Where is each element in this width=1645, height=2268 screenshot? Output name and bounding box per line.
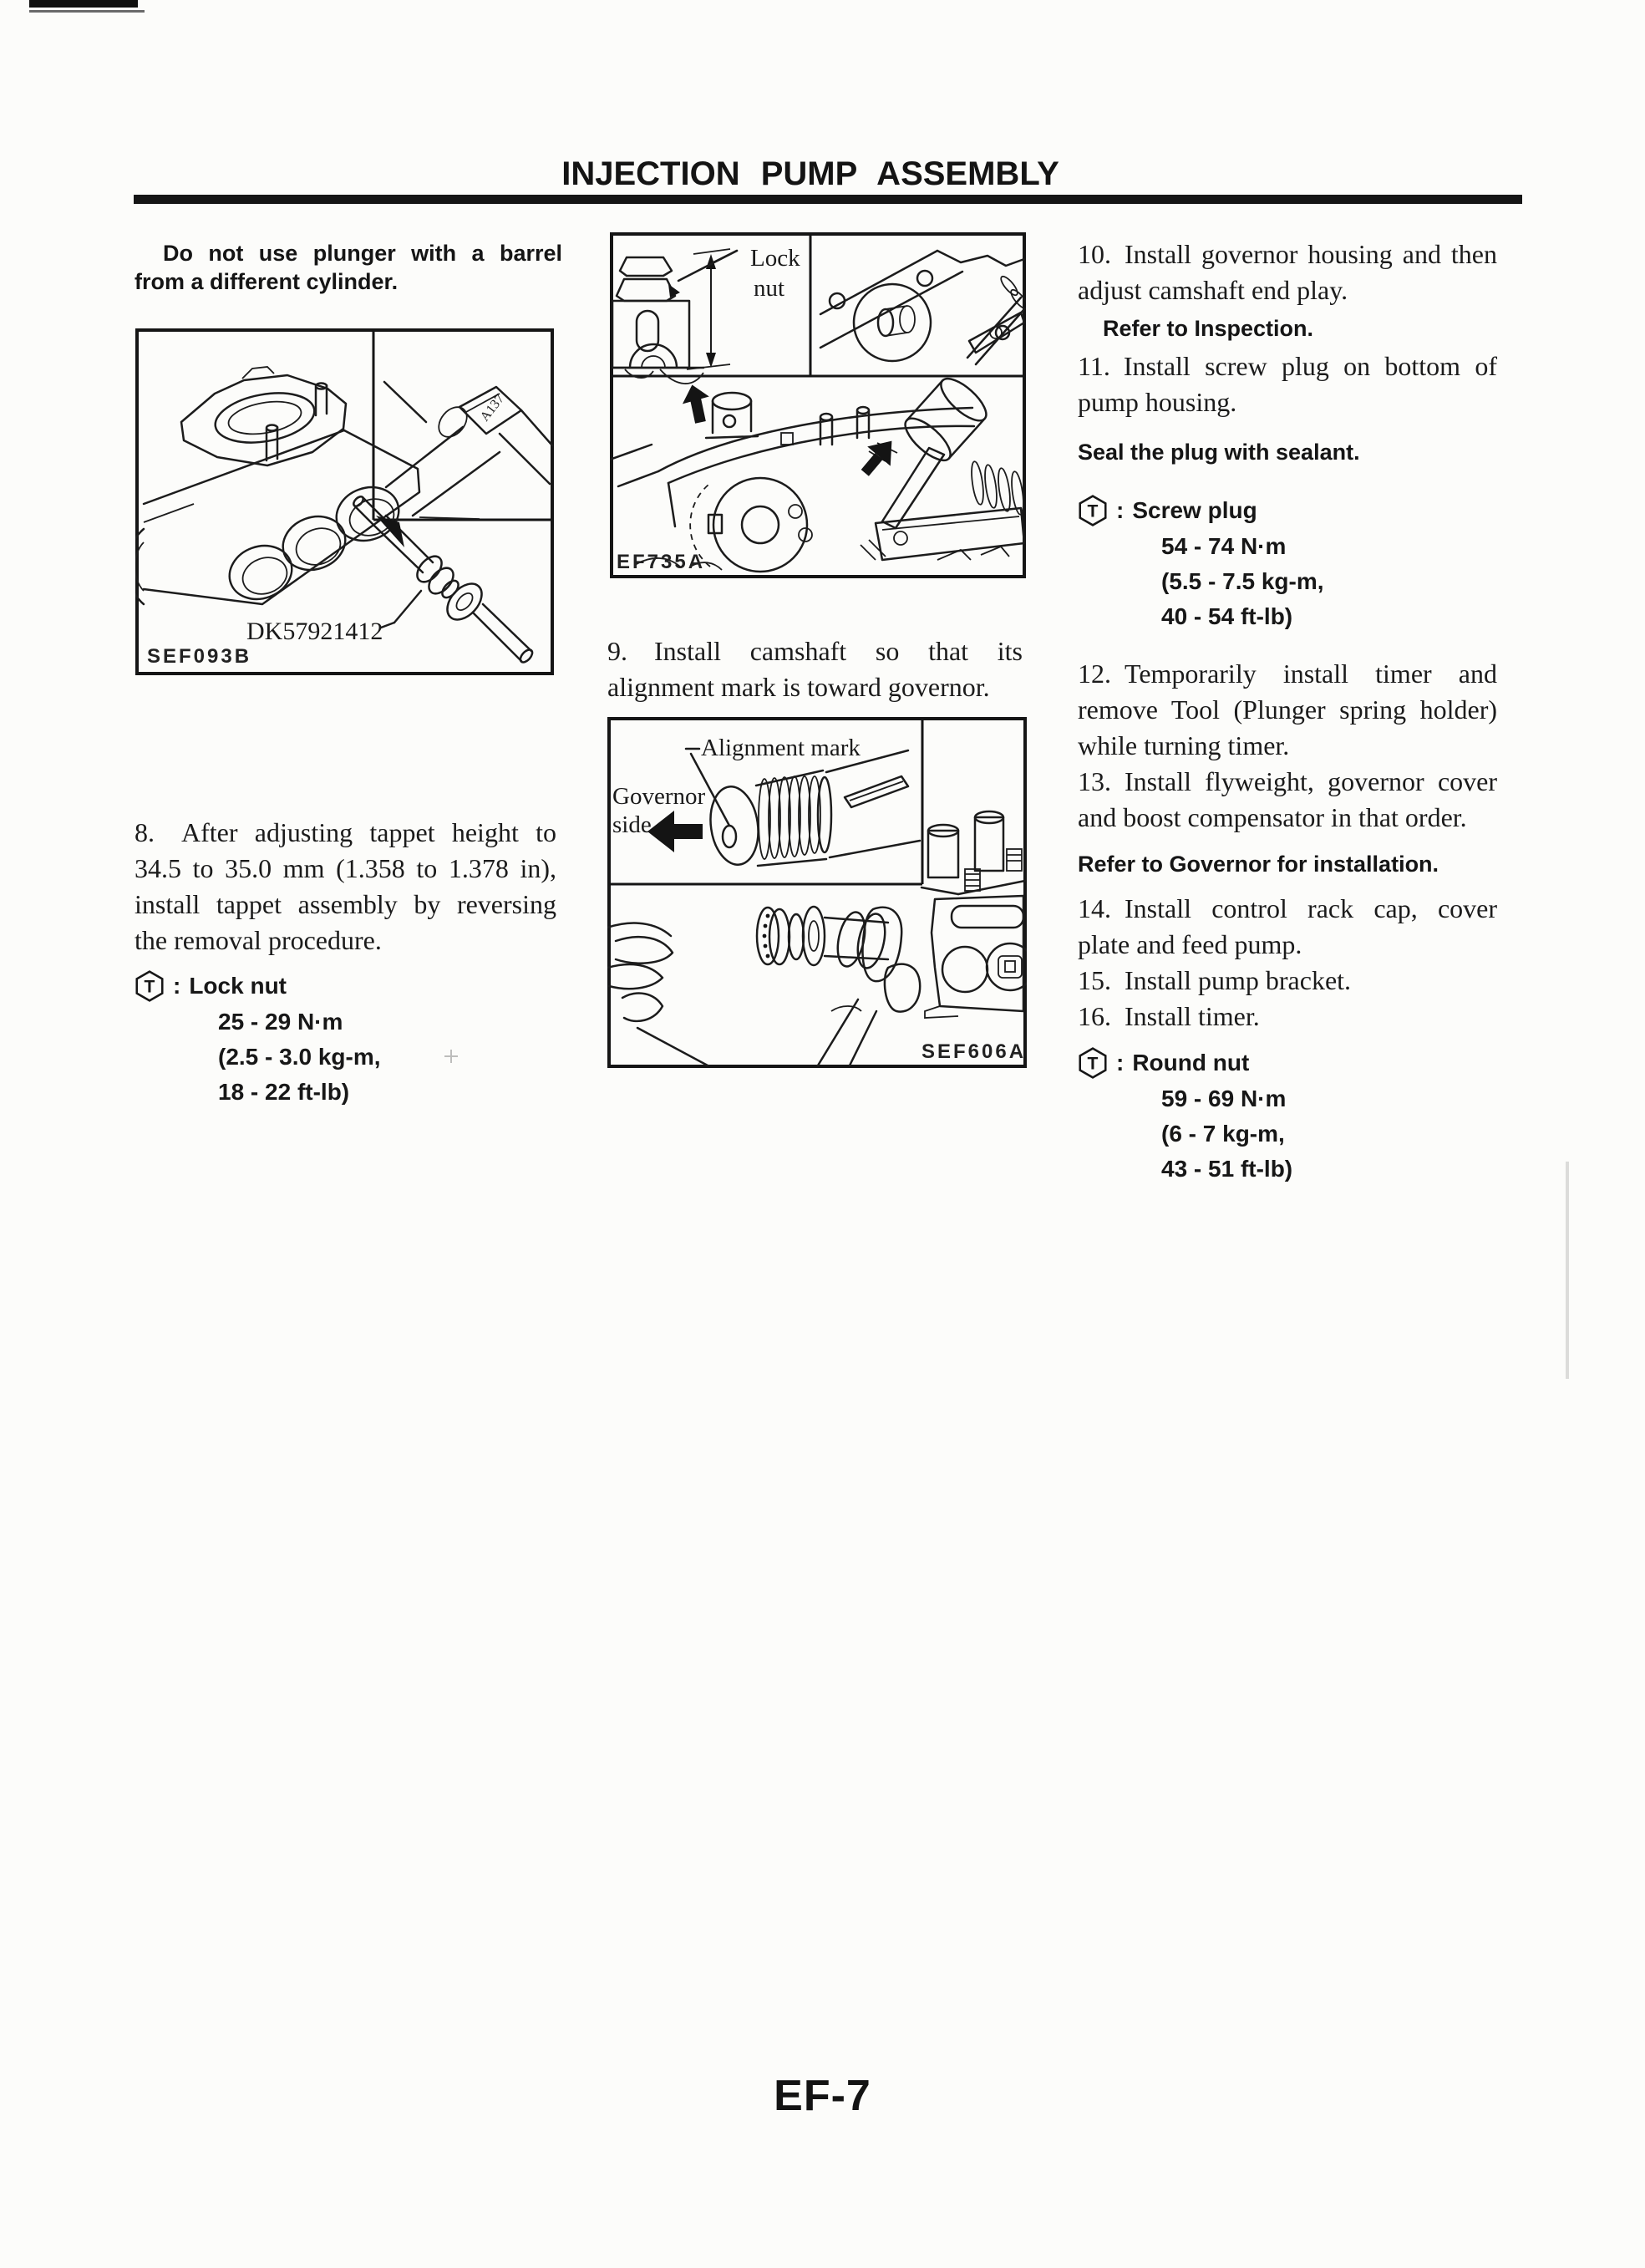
pump-housing-drawing (135, 367, 419, 608)
governor-side-label-line2: side (612, 811, 652, 838)
right-column (1078, 236, 1497, 1187)
torque-spec-lock-nut (135, 968, 381, 1110)
step-9: 9. Install camshaft so that its alignment mark is toward governor. (607, 636, 1023, 702)
up-right-arrow-icon (853, 431, 903, 482)
mallet-drawing (882, 372, 993, 528)
refer-inspection-note: Refer to Inspection. (1103, 316, 1314, 341)
torque-label: Round nut (1132, 1050, 1250, 1076)
tool-number-label: DK57921412 (246, 618, 383, 645)
figure-sef093b (135, 328, 554, 675)
figure-sef606a-drawing (607, 717, 1027, 1068)
step-12: 12. Temporarily install timer and remove Tool (Plunger spring holder) while turning timer. (1078, 659, 1497, 760)
torque-head (1078, 1045, 1497, 1081)
torque-head (1078, 492, 1497, 529)
step-11: 11. Install screw plug on bottom of pump housing. (1078, 351, 1497, 417)
figure-code: EF735A (617, 551, 706, 573)
torque-label: Screw plug (1132, 497, 1257, 523)
torque-kgm: (5.5 - 7.5 kg-m, (1161, 568, 1324, 594)
torque-nm: 54 - 74 N·m (1161, 533, 1287, 559)
refer-governor-note: Refer to Governor for installation. (1078, 852, 1439, 877)
torque-nm: 59 - 69 N·m (1161, 1086, 1287, 1111)
scan-artifact-streak (1566, 1162, 1569, 1379)
step-8: 8. After adjusting tappet height to 34.5 to 35.0 mm (1.358 to 1.378 in), install tappet assembly by reversing the removal procedure. (135, 817, 556, 955)
pump-mallet-drawing (610, 372, 1026, 572)
camshaft-inset-drawing (612, 735, 920, 867)
torque-nm: 25 - 29 N·m (218, 1009, 343, 1035)
up-arrow-icon (679, 382, 714, 425)
studs-drawing (922, 811, 1025, 894)
torque-label: Lock nut (189, 973, 287, 999)
scan-artifact-cross (444, 1050, 458, 1063)
torque-ftlb: 43 - 51 ft-lb) (1161, 1156, 1293, 1182)
torque-values (218, 1004, 381, 1110)
housing-view-drawing (820, 251, 1026, 364)
torque-spec-screw-plug (1078, 492, 1497, 634)
step-10: 10. Install governor housing and then adjust camshaft end play. (1078, 239, 1497, 305)
torque-kgm: (6 - 7 kg-m, (1161, 1121, 1285, 1147)
svg-text:T: T (1087, 1054, 1099, 1074)
svg-text:T: T (144, 977, 155, 997)
torque-symbol-icon (135, 969, 165, 1003)
torque-spec-round-nut (1078, 1045, 1497, 1187)
step-16: 16. Install timer. (1078, 1001, 1260, 1031)
figure-sef093b-drawing (135, 328, 554, 675)
step-15: 15. Install pump bracket. (1078, 965, 1352, 995)
warning-note: Do not use plunger with a barrel from a different cylinder. (135, 241, 562, 294)
figure-code: SEF606A (922, 1040, 1027, 1063)
alignment-mark-label: Alignment mark (701, 735, 861, 761)
page-number: EF-7 (774, 2072, 871, 2120)
figure-code: SEF093B (147, 645, 252, 668)
figure-ef735a (610, 232, 1026, 578)
lock-nut-label-line1: Lock (750, 245, 800, 272)
figure-ef735a-drawing (610, 232, 1026, 578)
torque-values (1161, 1081, 1497, 1187)
step-14: 14. Install control rack cap, cover plate and feed pump. (1078, 893, 1497, 959)
step-13: 13. Install flyweight, governor cover and boost compensator in that order. (1078, 766, 1497, 832)
barrel-marking-label: A137 (477, 391, 508, 425)
seal-note: Seal the plug with sealant. (1078, 440, 1360, 465)
torque-colon: : (1116, 497, 1125, 523)
lock-nut-label-line2: nut (754, 275, 785, 302)
torque-symbol-icon (1078, 1046, 1108, 1080)
torque-symbol-icon (1078, 494, 1108, 527)
torque-head (135, 968, 381, 1004)
header-rule (134, 195, 1522, 204)
scan-artifact-bar (29, 0, 138, 8)
torque-values (1161, 529, 1497, 634)
torque-kgm: (2.5 - 3.0 kg-m, (218, 1044, 381, 1070)
scan-artifact-line (29, 10, 145, 13)
figure-sef606a (607, 717, 1027, 1068)
torque-colon: : (1116, 1050, 1125, 1076)
governor-side-label-line1: Governor (612, 783, 706, 810)
svg-text:T: T (1087, 501, 1099, 521)
page-title: INJECTION PUMP ASSEMBLY (561, 155, 1059, 192)
left-arrow-icon (647, 811, 703, 852)
torque-ftlb: 40 - 54 ft-lb) (1161, 603, 1293, 629)
torque-colon: : (173, 973, 181, 999)
torque-ftlb: 18 - 22 ft-lb) (218, 1079, 350, 1105)
tappet-locknut-drawing (612, 245, 800, 384)
